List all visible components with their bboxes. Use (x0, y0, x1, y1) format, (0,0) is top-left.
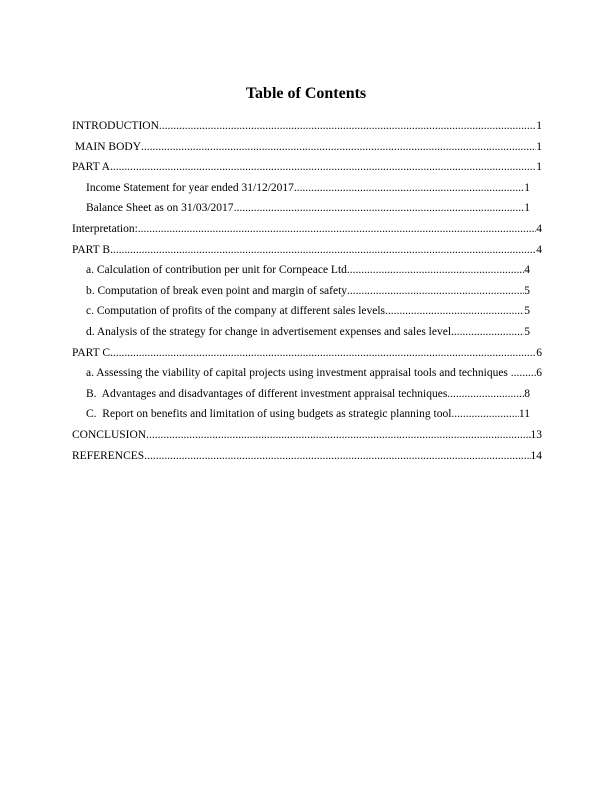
toc-entry-page-number: 5 (524, 284, 530, 297)
toc-entry-title: B. Advantages and disadvantages of different investment appraisal techniques (86, 387, 448, 400)
toc-entry[interactable] (72, 425, 542, 446)
toc-entry[interactable] (72, 281, 530, 302)
toc-entry-page-number: 1 (524, 181, 530, 194)
dot-leader (110, 240, 536, 261)
toc-entry[interactable] (72, 178, 530, 199)
toc-entry-title: a. Assessing the viability of capital projects using investment appraisal tools and techniques (86, 367, 511, 380)
toc-entry-page-number: 4 (524, 264, 530, 277)
toc-entry[interactable] (72, 260, 530, 281)
dot-leader (234, 198, 525, 219)
dot-leader (146, 425, 530, 446)
toc-entry-page-number: 4 (536, 243, 542, 256)
toc-entry[interactable] (72, 343, 542, 364)
toc-entry-page-number: 1 (524, 202, 530, 215)
toc-entry-title: REFERENCES (72, 449, 145, 462)
toc-entry-title: c. Computation of profits of the company at different sales levels (86, 305, 386, 318)
toc-entry[interactable] (72, 116, 542, 137)
dot-leader (159, 116, 536, 137)
toc-entry-page-number: 5 (524, 325, 530, 338)
toc-entry[interactable] (72, 157, 542, 178)
toc-entry[interactable] (72, 240, 542, 261)
dot-leader (347, 281, 524, 302)
toc-entry-title: Income Statement for year ended 31/12/2017 (86, 181, 294, 194)
dot-leader (141, 137, 536, 158)
toc-entry-page-number: 8 (524, 387, 530, 400)
toc-entry-title: d. Analysis of the strategy for change in advertisement expenses and sales level (86, 325, 452, 338)
toc-entry-title: MAIN BODY (72, 140, 141, 153)
dot-leader (451, 404, 519, 425)
dot-leader (447, 384, 524, 405)
toc-entry-title: PART A (72, 161, 110, 174)
toc-entry[interactable] (72, 301, 530, 322)
dot-leader (110, 343, 536, 364)
dot-leader (144, 446, 530, 467)
dot-leader (347, 260, 524, 281)
dot-leader (138, 219, 536, 240)
toc-entry[interactable] (72, 446, 542, 467)
toc-list (72, 116, 542, 466)
toc-entry-title: PART C (72, 346, 110, 359)
toc-entry[interactable] (72, 219, 542, 240)
toc-entry-page-number: 4 (536, 222, 542, 235)
toc-entry-page-number: 5 (524, 305, 530, 318)
toc-entry-title: CONCLUSION (72, 428, 147, 441)
toc-entry-page-number: 1 (536, 140, 542, 153)
toc-entry[interactable] (72, 363, 542, 384)
toc-entry-page-number: 1 (536, 161, 542, 174)
dot-leader (294, 178, 524, 199)
toc-entry-title: a. Calculation of contribution per unit for Cornpeace Ltd (86, 264, 347, 277)
toc-entry-page-number: 11 (518, 408, 530, 421)
dot-leader (385, 301, 524, 322)
toc-entry-title: Interpretation: (72, 222, 138, 235)
toc-entry-title: C. Report on benefits and limitation of using budgets as strategic planning tool (86, 408, 452, 421)
toc-entry[interactable] (72, 322, 530, 343)
toc-entry[interactable] (72, 137, 542, 158)
toc-title: Table of Contents (245, 85, 367, 102)
toc-entry-title: PART B (72, 243, 110, 256)
toc-entry-page-number: 6 (536, 346, 542, 359)
toc-entry-title: b. Computation of break even point and margin of safety (86, 284, 348, 297)
toc-entry-page-number: 14 (530, 449, 542, 462)
toc-entry[interactable] (72, 384, 530, 405)
toc-entry-title: Balance Sheet as on 31/03/2017 (86, 202, 234, 215)
dot-leader (110, 157, 536, 178)
dot-leader (451, 322, 524, 343)
toc-entry-page-number: 1 (536, 120, 542, 132)
toc-entry-page-number: 13 (530, 428, 542, 441)
toc-entry[interactable] (72, 198, 530, 219)
toc-entry-page-number: 6 (536, 367, 542, 380)
toc-entry[interactable] (72, 404, 530, 425)
toc-entry-title: INTRODUCTION (72, 120, 159, 132)
dot-leader (511, 363, 536, 384)
